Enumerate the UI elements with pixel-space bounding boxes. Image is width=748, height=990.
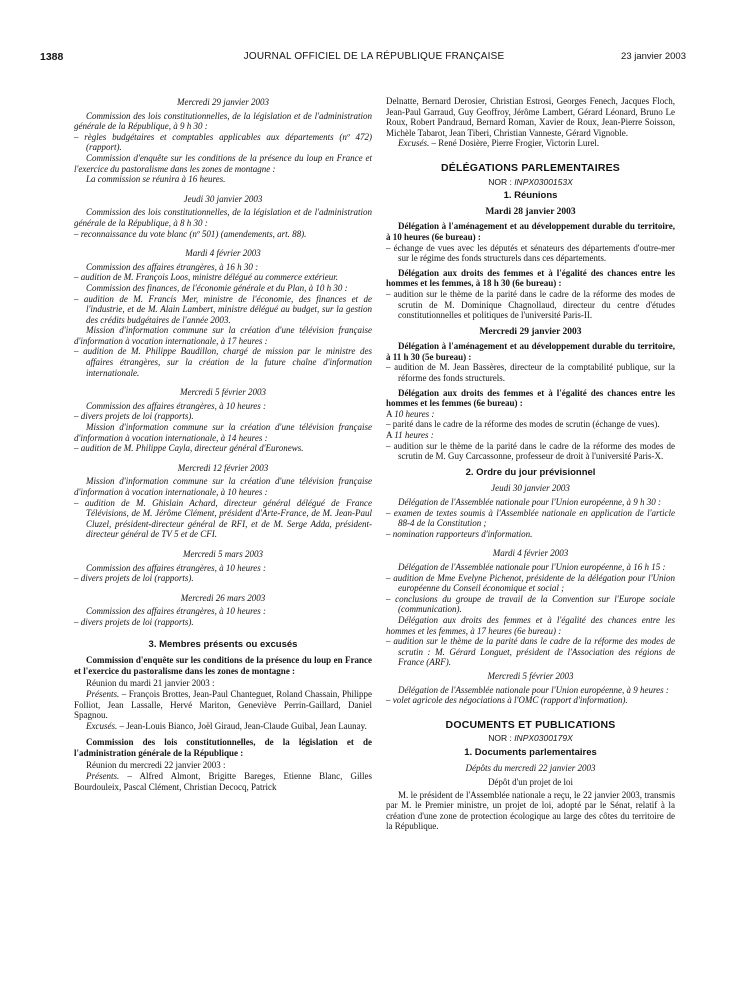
meeting-heading: Mission d'information commune sur la création d'une télévision française d'information à vocation internationale, à 17 heures : (74, 325, 372, 346)
meeting-heading: Commission des finances, de l'économie générale et du Plan, à 10 h 30 : (86, 282, 348, 293)
time-label (386, 409, 675, 420)
chapter-title: DÉLÉGATIONS PARLEMENTAIRES (440, 161, 621, 174)
meeting-heading: Commission des lois constitutionnelles, de la législation et de l'administration générale de la République, à 8 h 30 : (74, 207, 372, 228)
present-label: Présents. (86, 771, 120, 782)
meeting-heading: Mission d'information commune sur la création d'une télévision française d'information à vocation internationale, à 10 heures : (74, 476, 372, 497)
date-heading: Jeudi 30 janvier 2003 (183, 193, 263, 204)
meeting-heading: Commission des affaires étrangères, à 10 heures : (86, 606, 266, 617)
present-names-continued: Delnatte, Bernard Derosier, Christian Estrosi, Georges Fenech, Jacques Floch, Jean-Paul Garraud, Guy Geoffroy, Jérôme Lambert, Gérard Léonard, Bruno Le Roux, Robert Pandraud, Bernard Roman, Xavier de Roux, Jean-Pierre Soisson, Michèle Tabarot, Jean Tiberi, Christian Vanneste, Gérard Vignoble. (386, 96, 675, 138)
agenda-item: – reconnaissance du vote blanc (nº 501) (amendements, art. 88). (74, 228, 307, 239)
date-heading: Mercredi 29 janvier 2003 (176, 97, 270, 107)
right-column (386, 96, 675, 832)
meeting-heading: Commission d'enquête sur les conditions de la présence du loup en France et l'exercice du pastoralisme dans les zones de montagne : (74, 152, 372, 174)
agenda-item: – parité dans le cadre de la réforme des modes de scrutin (échange de vues). (386, 419, 660, 430)
delegation-heading: Délégation à l'aménagement et au développement durable du territoire, à 10 heures (6e bureau) : (386, 221, 675, 242)
deposit-date: Dépôts du mercredi 22 janvier 2003 (465, 763, 596, 774)
time-value: 11 heures : (394, 430, 434, 441)
nor-label: NOR : (488, 733, 515, 744)
time-label (386, 430, 675, 441)
left-column (74, 97, 372, 792)
agenda-item: – audition de Mme Evelyne Pichenot, présidente de la délégation pour l'Union européenne du Conseil économique et social ; (386, 572, 675, 594)
page-number: 1388 (40, 51, 64, 63)
meeting-heading: Délégation de l'Assemblée nationale pour l'Union européenne, à 16 h 15 : (398, 561, 666, 572)
journal-title: JOURNAL OFFICIEL DE LA RÉPUBLIQUE FRANÇAISE (243, 51, 505, 62)
commission-heading: Commission des lois constitutionnelles, de la législation et de l'administration générale de la République : (74, 737, 372, 758)
nor-code: INPX0300179X (514, 733, 573, 744)
present-label: Présents. (86, 688, 120, 699)
meeting-heading: Délégation aux droits des femmes et à l'égalité des chances entre les hommes et les femmes, à 17 heures (6e bureau) : (386, 614, 675, 636)
section-heading: 1. Documents parlementaires (464, 746, 597, 758)
excused-label: Excusés. (398, 138, 430, 149)
date-heading: Mercredi 26 mars 2003 (180, 592, 266, 603)
chapter-title: DOCUMENTS ET PUBLICATIONS (445, 718, 616, 731)
date-heading: Mardi 4 février 2003 (492, 548, 569, 559)
issue-date: 23 janvier 2003 (621, 51, 686, 62)
meeting-heading: Commission des lois constitutionnelles, de la législation et de l'administration générale de la République, à 9 h 30 : (74, 110, 372, 132)
meeting-date: Réunion du mercredi 22 janvier 2003 : (86, 760, 226, 771)
attendance-present (74, 689, 372, 721)
attendance-excused (386, 138, 675, 149)
agenda-item: – volet agricole des négociations à l'OMC (rapport d'information). (386, 695, 628, 706)
meeting-heading: Commission des affaires étrangères, à 10 heures : (86, 562, 266, 573)
time-prefix: A (386, 408, 395, 419)
deposit-text: M. le président de l'Assemblée nationale a reçu, le 22 janvier 2003, transmis par M. le Premier ministre, un projet de loi, adopté par le Sénat, relatif à la création d'une zone de protection écologique au large des côtes du territoire de la République. (386, 789, 675, 832)
nor-reference (386, 177, 675, 188)
meeting-heading: Commission des affaires étrangères, à 10 heures : (86, 400, 266, 411)
agenda-item: – audition de M. Philippe Cayla, directeur général d'Euronews. (74, 443, 304, 454)
meeting-heading: Délégation de l'Assemblée nationale pour l'Union européenne, à 9 heures : (398, 684, 669, 695)
date-heading: Mardi 4 février 2003 (185, 248, 261, 259)
present-names: – François Brottes, Jean-Paul Chanteguet, Roland Chassain, Philippe Folliot, Jean Lassalle, Hervé Mariton, Geneviève Perrin-Gaillard, Daniel Spagnou. (74, 688, 372, 721)
section-heading: 3. Membres présents ou excusés (148, 638, 298, 650)
nor-code: INPX0300153X (514, 176, 573, 187)
meeting-heading: Commission des affaires étrangères, à 16 h 30 : (86, 261, 259, 272)
agenda-item: – audition de M. Jean Bassères, directeur de la comptabilité publique, sur la réforme des fonds structurels. (386, 362, 675, 384)
section-heading: 2. Ordre du jour prévisionnel (465, 466, 596, 478)
delegation-heading: Délégation à l'aménagement et au développement durable du territoire, à 11 h 30 (5e bureau) : (386, 341, 675, 362)
agenda-item: – audition de M. Ghislain Achard, directeur général délégué de France Télévisions, de M. Jérôme Clément, président d'Arte-France, de M. Jean-Paul Cluzel, président-directeur général de RFI, et de M. Serge Adda, président-directeur général de TV 5 et de CFI. (74, 497, 372, 540)
delegation-heading: Délégation aux droits des femmes et à l'égalité des chances entre les hommes et les femmes, à 18 h 30 (6e bureau) : (386, 267, 675, 289)
section-heading: 1. Réunions (503, 190, 558, 202)
date-heading: Mercredi 29 janvier 2003 (479, 326, 582, 337)
meeting-heading: Délégation de l'Assemblée nationale pour l'Union européenne, à 9 h 30 : (398, 497, 661, 507)
agenda-item: La commission se réunira à 16 heures. (86, 174, 226, 185)
deposit-type: Dépôt d'un projet de loi (487, 777, 574, 788)
agenda-item: – nomination rapporteurs d'information. (386, 528, 533, 539)
nor-reference (386, 733, 675, 744)
agenda-item: – audition de M. Philippe Baudillon, chargé de mission par le ministre des affaires étrangères, sur la création de la future chaîne d'information internationale. (74, 346, 372, 378)
present-names: – Alfred Almont, Brigitte Bareges, Etienne Blanc, Gilles Bourdouleix, Pascal Clément, Christian Decocq, Patrick (74, 771, 372, 792)
meeting-date: Réunion du mardi 21 janvier 2003 : (86, 678, 215, 689)
agenda-item: – audition sur le thème de la parité dans le cadre de la réforme des modes de scrutin : M. Gérard Longuet, président de l'Association des régions de France (ARF). (386, 636, 675, 668)
agenda-item: – audition de M. François Loos, ministre délégué au commerce extérieur. (74, 272, 339, 283)
excused-names: – Jean-Louis Bianco, Joël Giraud, Jean-Claude Guibal, Jean Launay. (117, 720, 367, 731)
date-heading: Mercredi 12 février 2003 (177, 462, 269, 473)
commission-heading: Commission d'enquête sur les conditions de la présence du loup en France et l'exercice du pastoralisme dans les zones de montagne : (74, 655, 372, 676)
attendance-excused (74, 721, 372, 732)
time-prefix: A (386, 430, 395, 441)
agenda-item: – audition sur le thème de la parité dans le cadre de la réforme des modes de scrutin de M. Dominique Chagnollaud, directeur du centre d'études constitutionnelles et politiques de l'université Paris-II. (386, 288, 675, 321)
agenda-item: – échange de vues avec les députés et sénateurs des départements d'outre-mer sur le régime des fonds structurels dans ces départements. (386, 242, 675, 264)
date-heading: Mardi 28 janvier 2003 (485, 206, 576, 217)
nor-label: NOR : (488, 176, 515, 187)
excused-names: – René Dosière, Pierre Frogier, Victorin Lurel. (429, 138, 600, 149)
agenda-item: – règles budgétaires et comptables applicables aux départements (nº 472) (rapport). (74, 131, 372, 153)
agenda-item: – audition de M. Francis Mer, ministre de l'économie, des finances et de l'industrie, et de M. Alain Lambert, ministre délégué au budget, sur la gestion des crédits budgétaires de l'année 2003. (74, 293, 372, 325)
excused-label: Excusés. (86, 720, 118, 731)
delegation-heading: Délégation aux droits des femmes et à l'égalité des chances entre les hommes et les femmes (6e bureau) : (386, 387, 675, 409)
attendance-present (74, 771, 372, 792)
time-value: 10 heures : (394, 408, 435, 419)
date-heading: Mercredi 5 février 2003 (179, 387, 267, 398)
agenda-item: – examen de textes soumis à l'Assemblée nationale en application de l'article 88-4 de la Constitution ; (386, 507, 675, 529)
date-heading: Mercredi 5 février 2003 (487, 670, 574, 681)
date-heading: Jeudi 30 janvier 2003 (491, 483, 570, 494)
agenda-item: – audition sur le thème de la parité dans le cadre de la réforme des modes de scrutin de M. Guy Carcassonne, professeur de droit à l'université Paris-X. (386, 440, 675, 462)
date-heading: Mercredi 5 mars 2003 (182, 548, 264, 559)
meeting-heading: Mission d'information commune sur la création d'une télévision française d'information à vocation internationale, à 14 heures : (74, 422, 372, 443)
agenda-item: – conclusions du groupe de travail de la Convention sur l'Europe sociale (communication). (386, 593, 675, 615)
agenda-item: – divers projets de loi (rapports). (74, 616, 194, 627)
agenda-item: – divers projets de loi (rapports). (74, 411, 194, 422)
agenda-item: – divers projets de loi (rapports). (74, 573, 194, 584)
